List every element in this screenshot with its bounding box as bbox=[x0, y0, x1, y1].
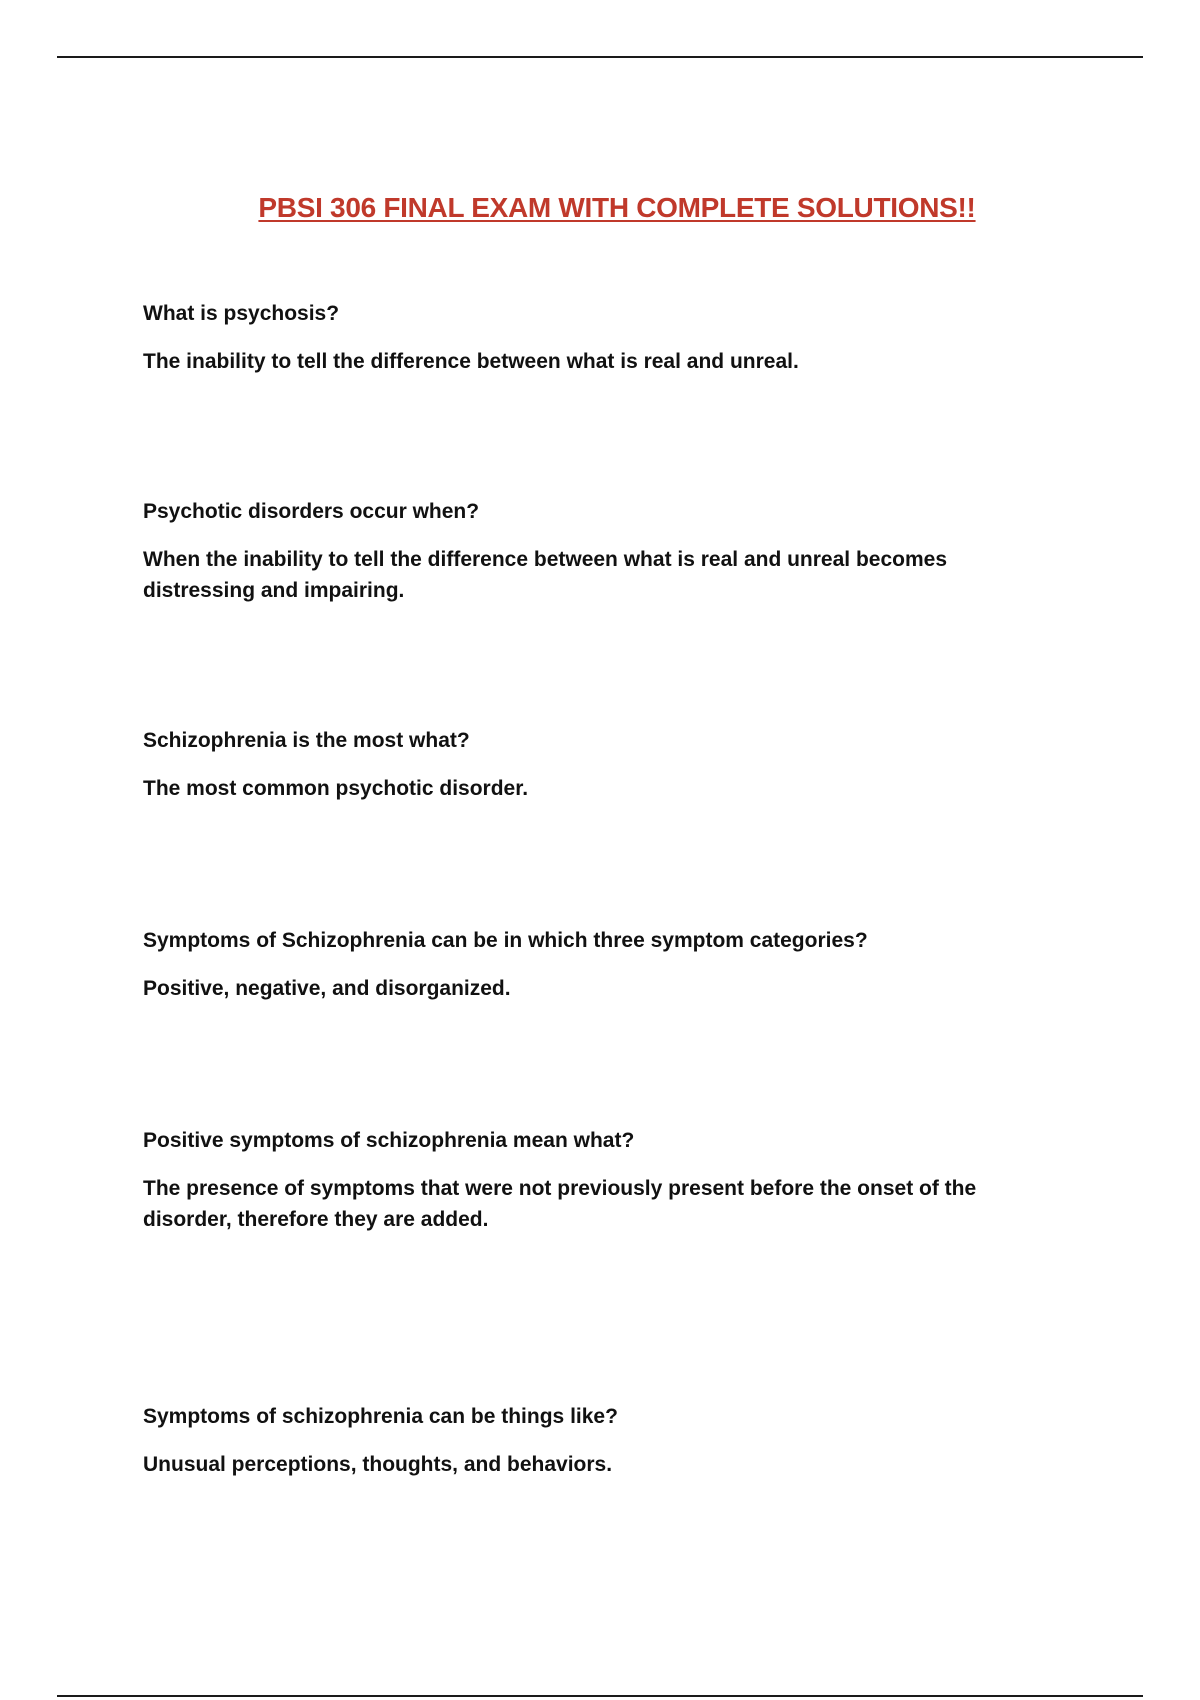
question-text: Symptoms of schizophrenia can be things like? bbox=[143, 1405, 618, 1428]
qa-item-4 bbox=[143, 925, 1043, 1004]
question-text: What is psychosis? bbox=[143, 302, 340, 325]
answer-text: The inability to tell the difference between what is real and unreal. bbox=[143, 350, 799, 373]
answer-text: Positive, negative, and disorganized. bbox=[143, 977, 511, 1000]
answer-text: The most common psychotic disorder. bbox=[143, 777, 529, 800]
answer-text: When the inability to tell the difference between what is real and unreal becomes distressing and impairing. bbox=[143, 548, 948, 602]
qa-item-2 bbox=[143, 496, 1043, 606]
qa-item-1 bbox=[143, 298, 1043, 377]
answer-text: Unusual perceptions, thoughts, and behaviors. bbox=[143, 1453, 613, 1476]
answer-text: The presence of symptoms that were not previously present before the onset of the disorder, therefore they are added. bbox=[143, 1177, 977, 1231]
question-text: Positive symptoms of schizophrenia mean what? bbox=[143, 1129, 635, 1152]
question-text: Psychotic disorders occur when? bbox=[143, 500, 480, 523]
bottom-divider bbox=[57, 1695, 1143, 1697]
document-title: PBSI 306 FINAL EXAM WITH COMPLETE SOLUTIONS!! bbox=[258, 192, 976, 223]
qa-item-6 bbox=[143, 1401, 1043, 1480]
question-text: Schizophrenia is the most what? bbox=[143, 729, 470, 752]
qa-item-5 bbox=[143, 1125, 1043, 1235]
question-text: Symptoms of Schizophrenia can be in which three symptom categories? bbox=[143, 929, 868, 952]
qa-item-3 bbox=[143, 725, 1043, 804]
top-divider bbox=[57, 56, 1143, 58]
